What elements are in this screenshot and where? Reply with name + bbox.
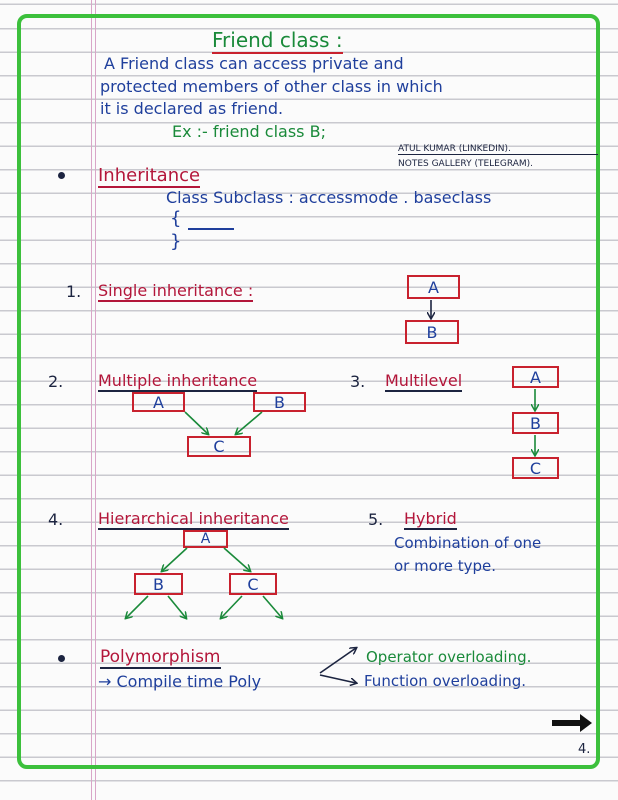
multilevel-label: Multilevel — [385, 371, 463, 390]
arrow-hier-c-right — [263, 596, 282, 618]
compile-time-poly: → Compile time Poly — [98, 672, 262, 691]
single-box-a: A — [407, 275, 460, 299]
single-box-b: B — [405, 320, 459, 344]
brace-close: } — [170, 231, 182, 252]
friend-line-3: it is declared as friend. — [100, 99, 284, 118]
item-number-2: 2. — [48, 372, 64, 391]
hybrid-description-1: Combination of one — [394, 534, 542, 552]
item-number-3: 3. — [350, 372, 366, 391]
multilevel-box-b: B — [512, 412, 559, 434]
next-page-arrow-icon — [552, 714, 592, 732]
multilevel-box-a: A — [512, 366, 559, 388]
multiple-inheritance-label: Multiple inheritance — [98, 371, 258, 390]
arrow-multiple-b — [236, 412, 262, 434]
inheritance-syntax: Class Subclass : accessmode . baseclass — [166, 188, 492, 207]
polymorphism-heading: Polymorphism — [100, 647, 221, 667]
friend-example: Ex :- friend class B; — [172, 122, 326, 141]
arrow-hier-c-left — [221, 596, 242, 618]
arrow-hier-c — [224, 548, 250, 571]
single-inheritance-label: Single inheritance : — [98, 281, 254, 300]
page-number: 4. — [578, 742, 591, 757]
brace-open: { — [170, 208, 182, 229]
multiple-box-c: C — [187, 436, 251, 457]
inheritance-heading: Inheritance — [98, 165, 201, 186]
arrow-function-overloading — [320, 675, 356, 683]
operator-overloading: Operator overloading. — [366, 648, 532, 666]
item-number-5: 5. — [368, 510, 384, 529]
arrow-hier-b-left — [126, 596, 148, 618]
multiple-box-b: B — [253, 392, 306, 412]
hierarchical-box-c: C — [229, 573, 277, 595]
multilevel-box-c: C — [512, 457, 559, 479]
arrow-hier-b — [162, 548, 187, 571]
hybrid-label: Hybrid — [404, 509, 457, 528]
hierarchical-box-b: B — [134, 573, 183, 595]
credit-linkedin: ATUL KUMAR (LINKEDIN). — [398, 145, 598, 155]
friend-line-2: protected members of other class in which — [100, 77, 443, 96]
function-overloading: Function overloading. — [364, 672, 527, 690]
credit-telegram: NOTES GALLERY (TELEGRAM). — [398, 159, 534, 169]
friend-class-title: Friend class : — [212, 28, 343, 52]
multiple-box-a: A — [132, 392, 185, 412]
arrow-multiple-a — [185, 412, 208, 434]
arrow-hier-b-right — [168, 596, 186, 618]
item-number-1: 1. — [66, 282, 82, 301]
item-number-4: 4. — [48, 510, 64, 529]
hierarchical-inheritance-label: Hierarchical inheritance — [98, 509, 289, 528]
hybrid-description-2: or more type. — [394, 557, 497, 575]
hierarchical-box-a: A — [183, 530, 228, 548]
arrow-operator-overloading — [320, 648, 356, 673]
friend-line-1: A Friend class can access private and — [104, 54, 404, 73]
